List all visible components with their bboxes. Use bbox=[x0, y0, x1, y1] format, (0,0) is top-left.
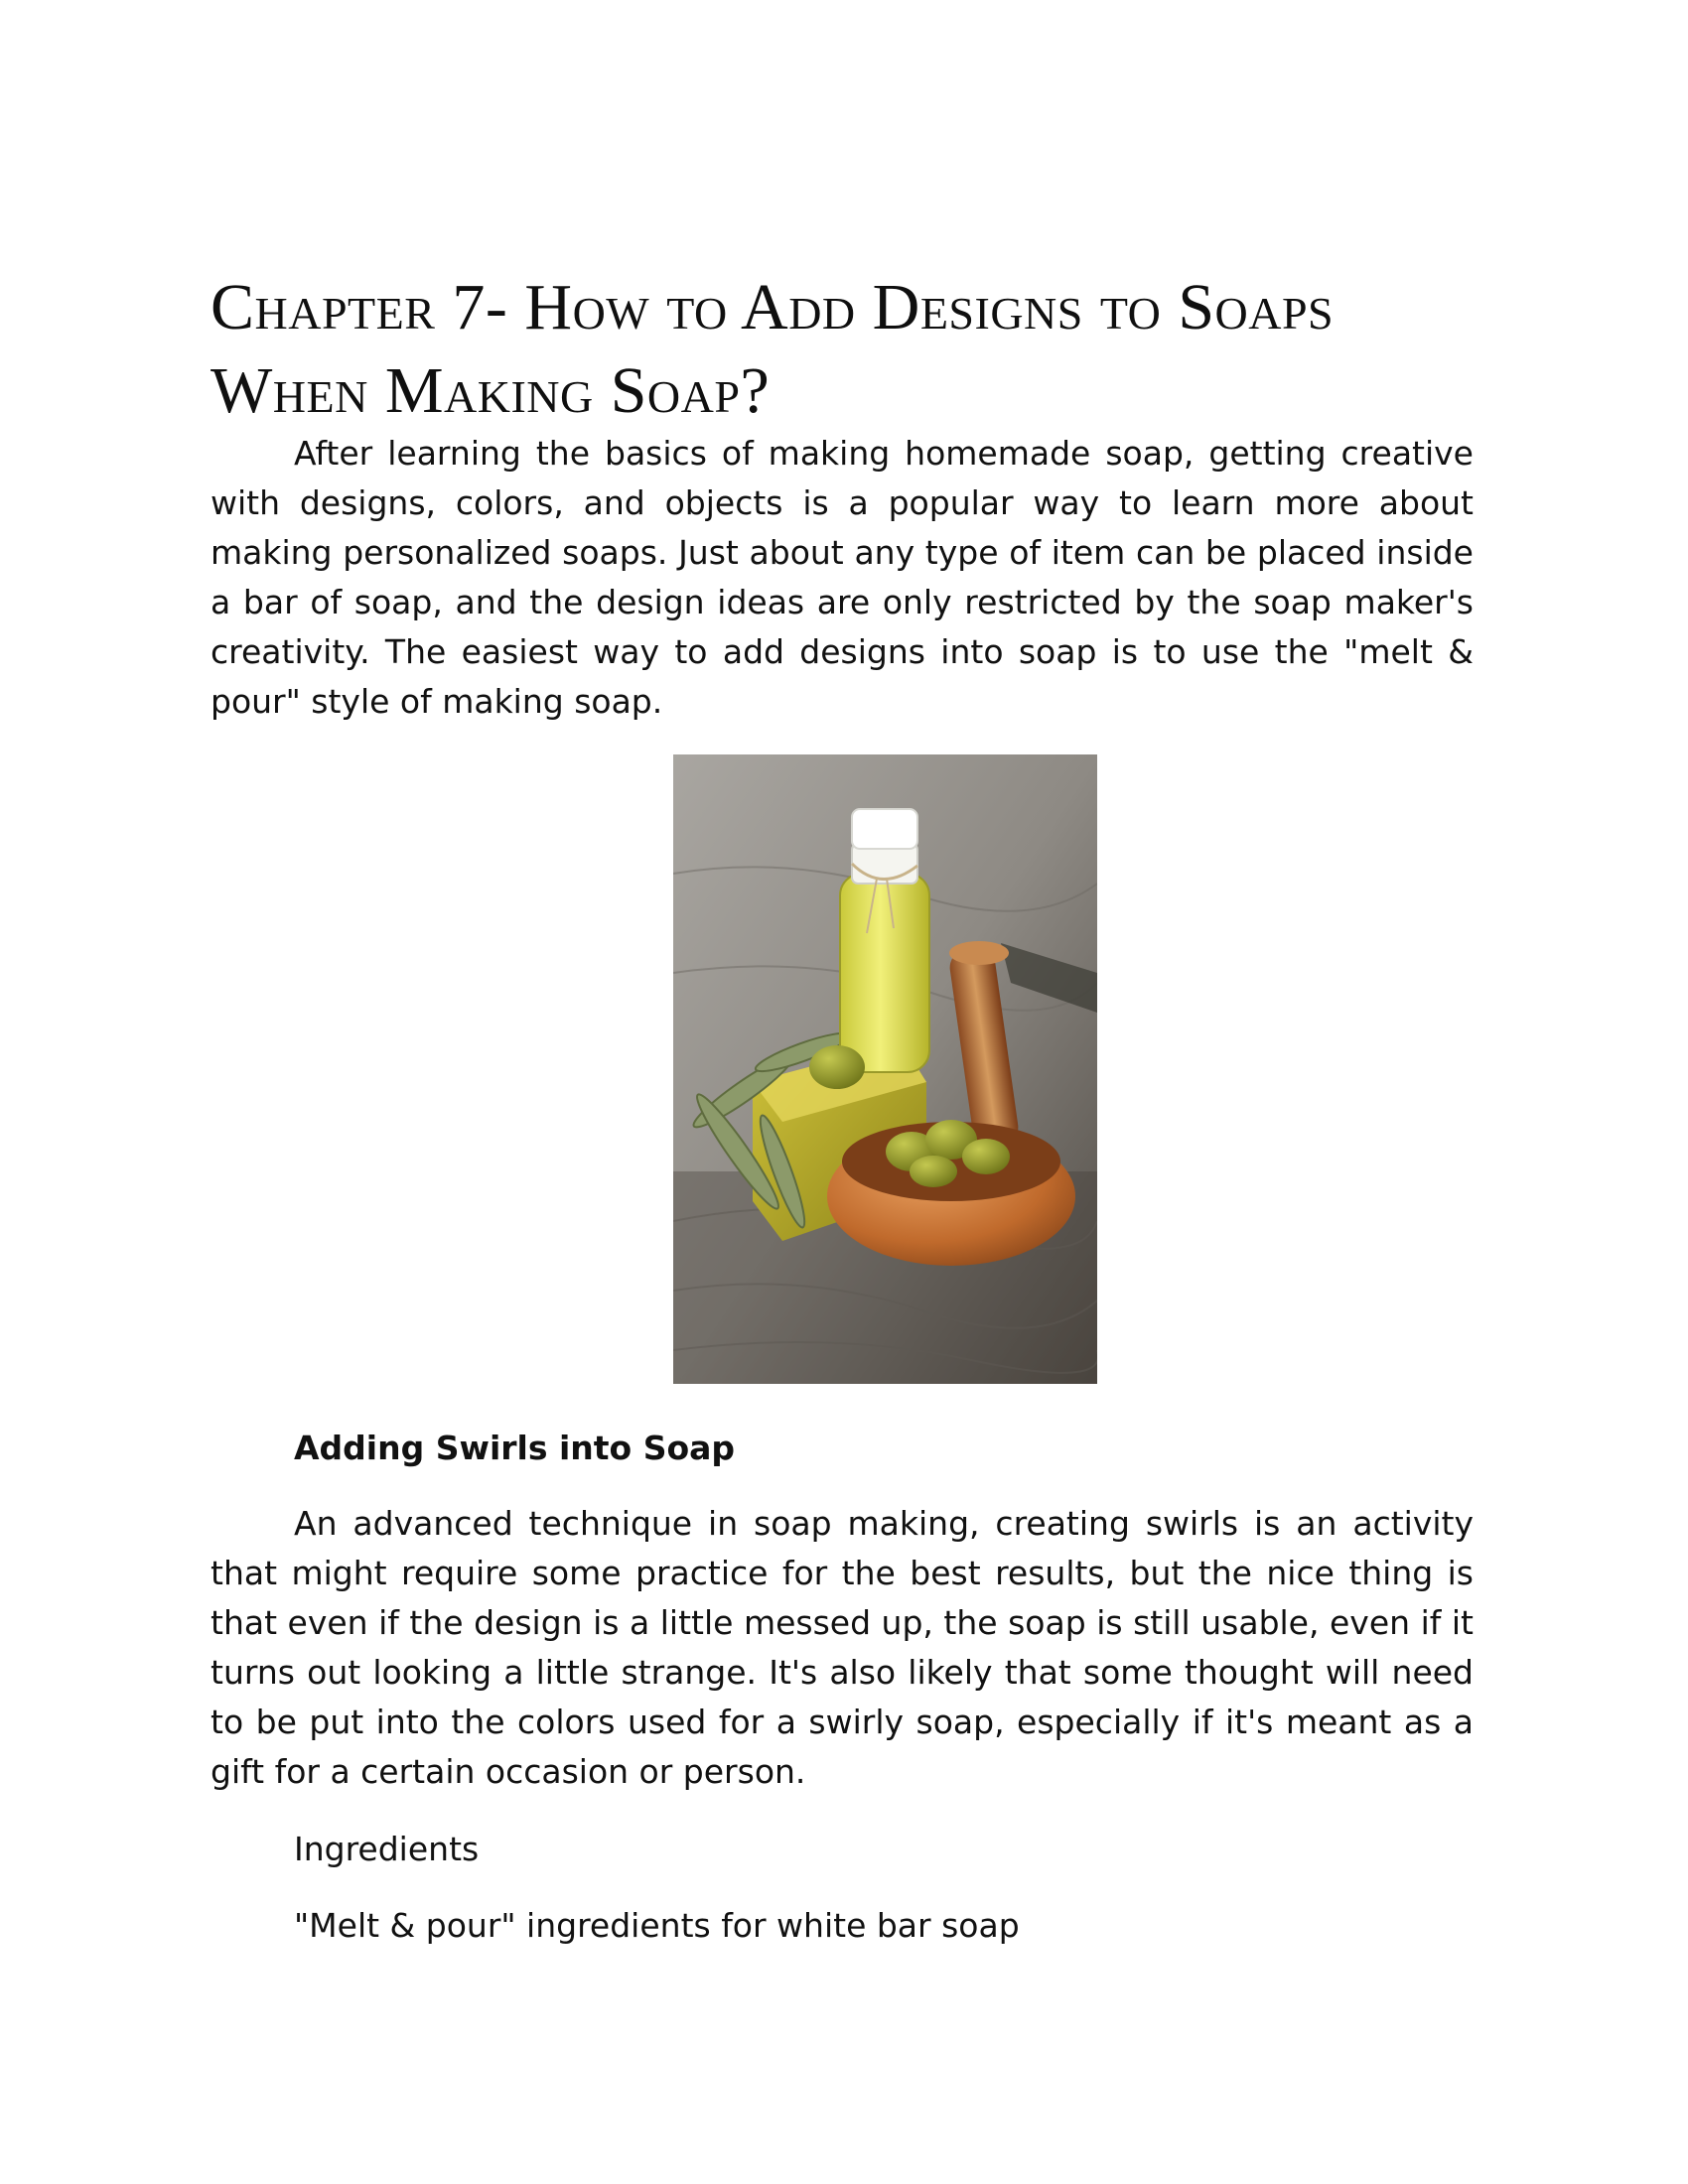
chapter-title bbox=[211, 266, 1491, 433]
intro-paragraph: After learning the basics of making homemade soap, getting creative with designs, colors, and objects is a popular way to learn more about making personalized soaps. Just about any type of item can be placed inside a bar of soap, and the design ideas are only restricted by the soap maker's creativity. The easiest way to add designs into soap is to use the "melt & pour" style of making soap. bbox=[211, 434, 1474, 721]
olive-oil-bottle-and-mortar-photo-icon bbox=[673, 754, 1097, 1384]
chapter-title-line-2: When Making Soap? bbox=[211, 354, 771, 427]
section-paragraph: An advanced technique in soap making, creating swirls is an activity that might require some practice for the best results, but the nice thing is that even if the design is a little messed up, the soap is still usable, even if it turns out looking a little strange. It's also likely that some thought will need to be put into the colors used for a swirly soap, especially if it's meant as a gift for a certain occasion or person. bbox=[211, 1504, 1474, 1791]
chapter-title-line-1: Chapter 7- How to Add Designs to Soaps bbox=[211, 271, 1335, 343]
ingredients-label: Ingredients bbox=[294, 1830, 480, 1868]
ingredient-item: "Melt & pour" ingredients for white bar soap bbox=[294, 1906, 1020, 1945]
olive-oil-photo bbox=[673, 754, 1097, 1384]
section-heading: Adding Swirls into Soap bbox=[294, 1429, 736, 1467]
